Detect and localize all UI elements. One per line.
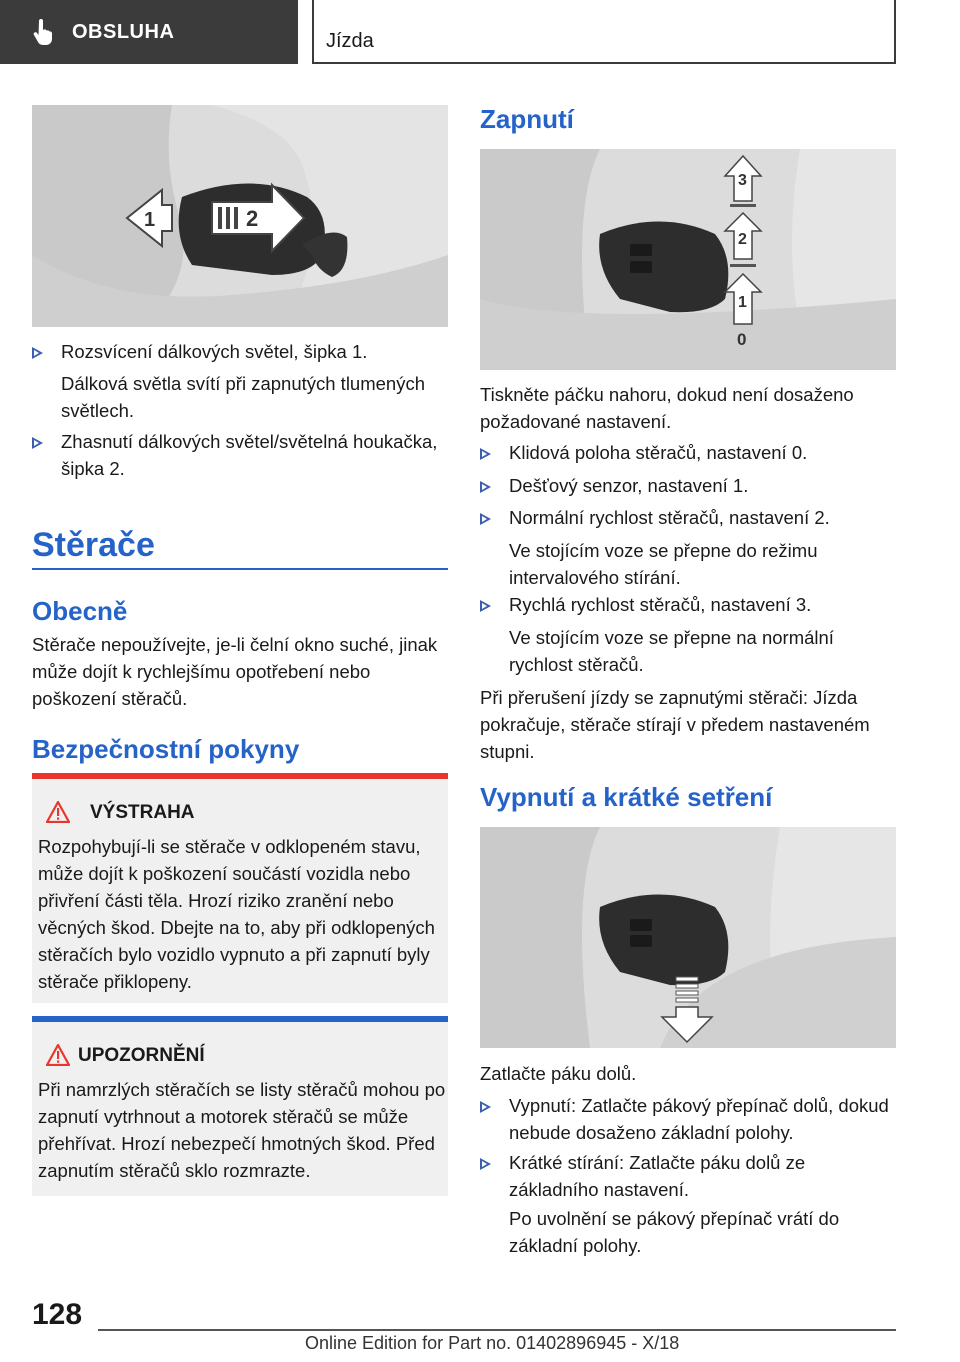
list-item: Normální rychlost stěračů, nastavení 2. (480, 504, 896, 531)
list-item: Rychlá rychlost stěračů, nastavení 3. (480, 591, 896, 618)
warning-triangle-icon (46, 801, 70, 823)
notice-title: UPOZORNĚNÍ (78, 1045, 205, 1066)
list-item: Dešťový senzor, nastavení 1. (480, 472, 896, 499)
arrow-1-label: 1 (144, 209, 156, 231)
pos0-label: 0 (737, 330, 747, 349)
list-item-note: Dálková světla svítí při zapnutých tlumených světlech. (61, 373, 425, 421)
warning-box (32, 773, 448, 1003)
section-title: OBSLUHA (72, 20, 175, 43)
heading-rule (32, 568, 448, 570)
list-item: Rozsvícení dálkových světel, šipka 1. (32, 338, 448, 365)
list-item: Vypnutí: Zatlačte pákový přepínač dolů, dokud nebude dosaženo základní polohy. (480, 1092, 896, 1146)
header-section-tab (0, 0, 298, 64)
high-beam-lever-image (32, 105, 448, 327)
pos2-label: 2 (738, 231, 747, 248)
bullet-triangle-icon (480, 481, 491, 493)
list-item: Klidová poloha stěračů, nastavení 0. (480, 439, 896, 466)
chapter-title: Jízda (326, 30, 374, 52)
footer-edition: Online Edition for Part no. 01402896945 - X/18 (305, 1333, 680, 1353)
wiper-on-lever-image (480, 149, 896, 370)
bullet-triangle-icon (480, 600, 491, 612)
list-item-note: Ve stojícím voze se přepne do režimu intervalového stírání. (509, 540, 818, 588)
chapter-tab (312, 0, 896, 64)
warning-text: Rozpohybují-li se stěrače v odklopeném stavu, může dojít k poškození součástí vozidla nebo přivření části těla. Hrozí riziko zranění nebo věcných škod. Dbejte na to, aby při odklopených stěračích bylo vozidlo vypnuto a při zapnutí byly stěrače přiklopeny. (38, 836, 435, 992)
bullet-triangle-icon (32, 437, 43, 449)
warning-title: VÝSTRAHA (90, 802, 195, 823)
page-number: 128 (32, 1298, 83, 1331)
list-item-note: Po uvolnění se pákový přepínač vrátí do základní polohy. (509, 1208, 840, 1256)
section-heading-wipers: Stěrače (32, 526, 155, 564)
pos3-label: 3 (738, 172, 747, 189)
list-item: Zhasnutí dálkových světel/světelná houkačka, šipka 2. (32, 428, 448, 482)
bullet-triangle-icon (480, 448, 491, 460)
wiper-off-lever-image (480, 827, 896, 1048)
bullet-triangle-icon (480, 513, 491, 525)
notice-text: Při namrzlých stěračích se listy stěračů mohou po zapnutí vytrhnout a motorek stěračů se může přehřívat. Hrozí nebezpečí hmotných škod. Před zapnutím stěračů sklo rozmrazte. (38, 1079, 446, 1181)
subheading-general: Obecně (32, 596, 128, 626)
notice-triangle-icon (46, 1044, 70, 1066)
subheading-safety: Bezpečnostní pokyny (32, 734, 300, 764)
list-item-note: Ve stojícím voze se přepne na normální rychlost stěračů. (509, 627, 834, 675)
general-paragraph: Stěrače nepoužívejte, je-li čelní okno suché, jinak může dojít k rychlejšímu opotřebení nebo poškození stěračů. (32, 634, 438, 709)
subheading-off: Vypnutí a krátké setření (480, 782, 773, 812)
pos1-label: 1 (738, 294, 747, 311)
arrow-2-label: 2 (246, 206, 259, 231)
bullet-triangle-icon (480, 1101, 491, 1113)
hand-pointer-icon (32, 19, 54, 45)
bullet-triangle-icon (480, 1158, 491, 1170)
bullet-triangle-icon (32, 347, 43, 359)
subheading-on: Zapnutí (480, 104, 574, 134)
list-item: Krátké stírání: Zatlačte páku dolů ze základního nastavení. (480, 1149, 896, 1203)
off-intro: Zatlačte páku dolů. (480, 1063, 637, 1084)
on-outro: Při přerušení jízdy se zapnutými stěrači: Jízda pokračuje, stěrače stírají v předem nastaveném stupni. (480, 687, 870, 762)
on-intro: Tiskněte páčku nahoru, dokud není dosaženo požadované nastavení. (480, 384, 854, 432)
footer-rule (98, 1329, 896, 1331)
notice-box (32, 1016, 448, 1196)
